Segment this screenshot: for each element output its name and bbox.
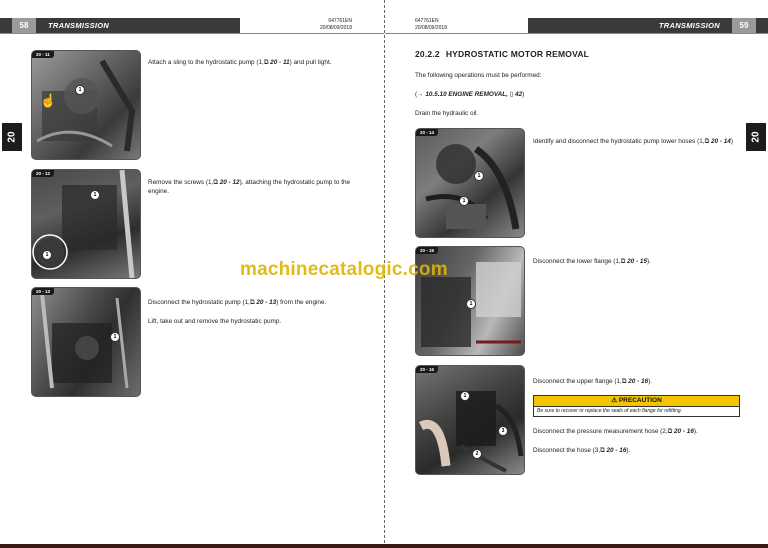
- figure-photo: [415, 128, 525, 238]
- step-text: Remove the screws (1,⧉ 20 - 12), attaching the hydrostatic pump to the engine.: [148, 179, 351, 195]
- doc-date: 20/08/09/2018: [415, 25, 447, 31]
- warning-icon: ⚠: [611, 397, 618, 404]
- doc-info: [320, 18, 352, 32]
- bottom-strip: [0, 544, 768, 548]
- page-icon: ▯: [509, 91, 514, 98]
- step-text: Identify and disconnect the hydrostatic pump lower hoses (1,⧉ 20 - 14): [533, 138, 733, 145]
- figure-ref[interactable]: 20 - 16: [673, 428, 694, 435]
- doc-date: 20/08/09/2018: [320, 25, 352, 31]
- header-rule: [385, 33, 768, 34]
- figure-label: 20 - 14: [416, 129, 438, 136]
- figure-photo: [415, 365, 525, 475]
- header-title: TRANSMISSION: [48, 21, 110, 30]
- callout-marker: 1: [42, 250, 52, 260]
- step-text: Disconnect the hose (3,⧉ 20 - 16).: [533, 447, 631, 454]
- figure-ref-icon: ⧉: [621, 378, 627, 385]
- figure-ref-icon: ⧉: [600, 447, 605, 454]
- step-text: Disconnect the hydrostatic pump (1,⧉ 20 - 13) from the engine.: [148, 299, 327, 306]
- precaution-header: ⚠ PRECAUTION: [534, 396, 739, 406]
- figure-ref[interactable]: 20 - 16: [628, 378, 649, 385]
- step-text: Attach a sling to the hydrostatic pump (1,⧉ 20 - 11) and pull tight.: [148, 59, 332, 66]
- watermark: machinecatalogic.com: [240, 259, 448, 280]
- figure-ref[interactable]: 20 - 16: [606, 447, 627, 454]
- figure-ref-icon: ⧉: [620, 258, 626, 265]
- figure-illustration: [416, 129, 524, 237]
- page-number: 59: [732, 18, 756, 33]
- callout-marker: 1: [466, 299, 476, 309]
- doc-info: [415, 18, 447, 32]
- figure-label: 20 - 12: [32, 170, 54, 177]
- figure-label: 20 - 13: [32, 288, 54, 295]
- figure-photo: [31, 287, 141, 397]
- header-title: TRANSMISSION: [658, 21, 720, 30]
- figure-label: 20 - 15: [416, 247, 438, 254]
- precaution-box: [533, 395, 740, 417]
- callout-marker: 1: [75, 85, 85, 95]
- page-number: 58: [12, 18, 36, 33]
- figure-ref-icon: ⧉: [249, 299, 255, 306]
- figure-ref-icon: ⧉: [263, 59, 269, 66]
- figure-ref[interactable]: 20 - 14: [710, 138, 731, 145]
- step-text-extra: Lift, take out and remove the hydrostatic pump.: [148, 318, 282, 325]
- figure-ref-icon: ⧉: [213, 179, 218, 186]
- precaution-body: Be sure to recover or replace the seals of each flange for refitting.: [534, 406, 739, 416]
- callout-marker: 2: [472, 449, 482, 459]
- step-text: Disconnect the pressure measurement hose (2,⧉ 20 - 16).: [533, 428, 698, 435]
- figure-photo: [31, 169, 141, 279]
- figure-ref-icon: ⧉: [667, 428, 673, 435]
- header-rule: [0, 33, 384, 34]
- chapter-tab: 20: [2, 123, 22, 151]
- step-text: Disconnect the lower flange (1,⧉ 20 - 15).: [533, 258, 651, 265]
- hand-cursor-icon: ☝: [40, 93, 57, 108]
- figure-label: 20 - 11: [32, 51, 54, 58]
- figure-ref[interactable]: 20 - 13: [256, 299, 277, 306]
- figure-ref-icon: ⧉: [704, 138, 710, 145]
- figure-illustration: [416, 366, 524, 474]
- section-number: 20.2.2: [415, 49, 440, 59]
- right-page-header: [385, 18, 768, 33]
- callout-marker: 3: [498, 426, 508, 436]
- doc-code: 647761EN: [328, 18, 352, 24]
- section-title: 20.2.2 HYDROSTATIC MOTOR REMOVAL: [415, 49, 590, 59]
- intro-text: The following operations must be performed:: [415, 72, 542, 79]
- step-text: Disconnect the upper flange (1,⧉ 20 - 16).: [533, 378, 652, 385]
- left-page-header: [0, 18, 384, 33]
- callout-marker: 1: [460, 391, 470, 401]
- header-bar: [0, 18, 240, 33]
- callout-marker: 1: [90, 190, 100, 200]
- figure-illustration: [32, 170, 140, 278]
- prerequisite-ref[interactable]: (→ 10.5.10 ENGINE REMOVAL, ▯ 42): [415, 91, 525, 98]
- figure-ref[interactable]: 20 - 15: [627, 258, 648, 265]
- figure-ref[interactable]: 20 - 11: [270, 59, 290, 66]
- callout-marker: 1: [110, 332, 120, 342]
- doc-code: 647761EN: [415, 18, 439, 24]
- chapter-tab: 20: [746, 123, 766, 151]
- drain-text: Drain the hydraulic oil.: [415, 110, 479, 117]
- figure-illustration: [32, 288, 140, 396]
- callout-marker: 1: [459, 196, 469, 206]
- arrow-icon: (→: [415, 91, 424, 98]
- figure-label: 20 - 16: [416, 366, 438, 373]
- callout-marker: 1: [474, 171, 484, 181]
- figure-ref[interactable]: 20 - 12: [219, 179, 240, 186]
- figure-photo: [31, 50, 141, 160]
